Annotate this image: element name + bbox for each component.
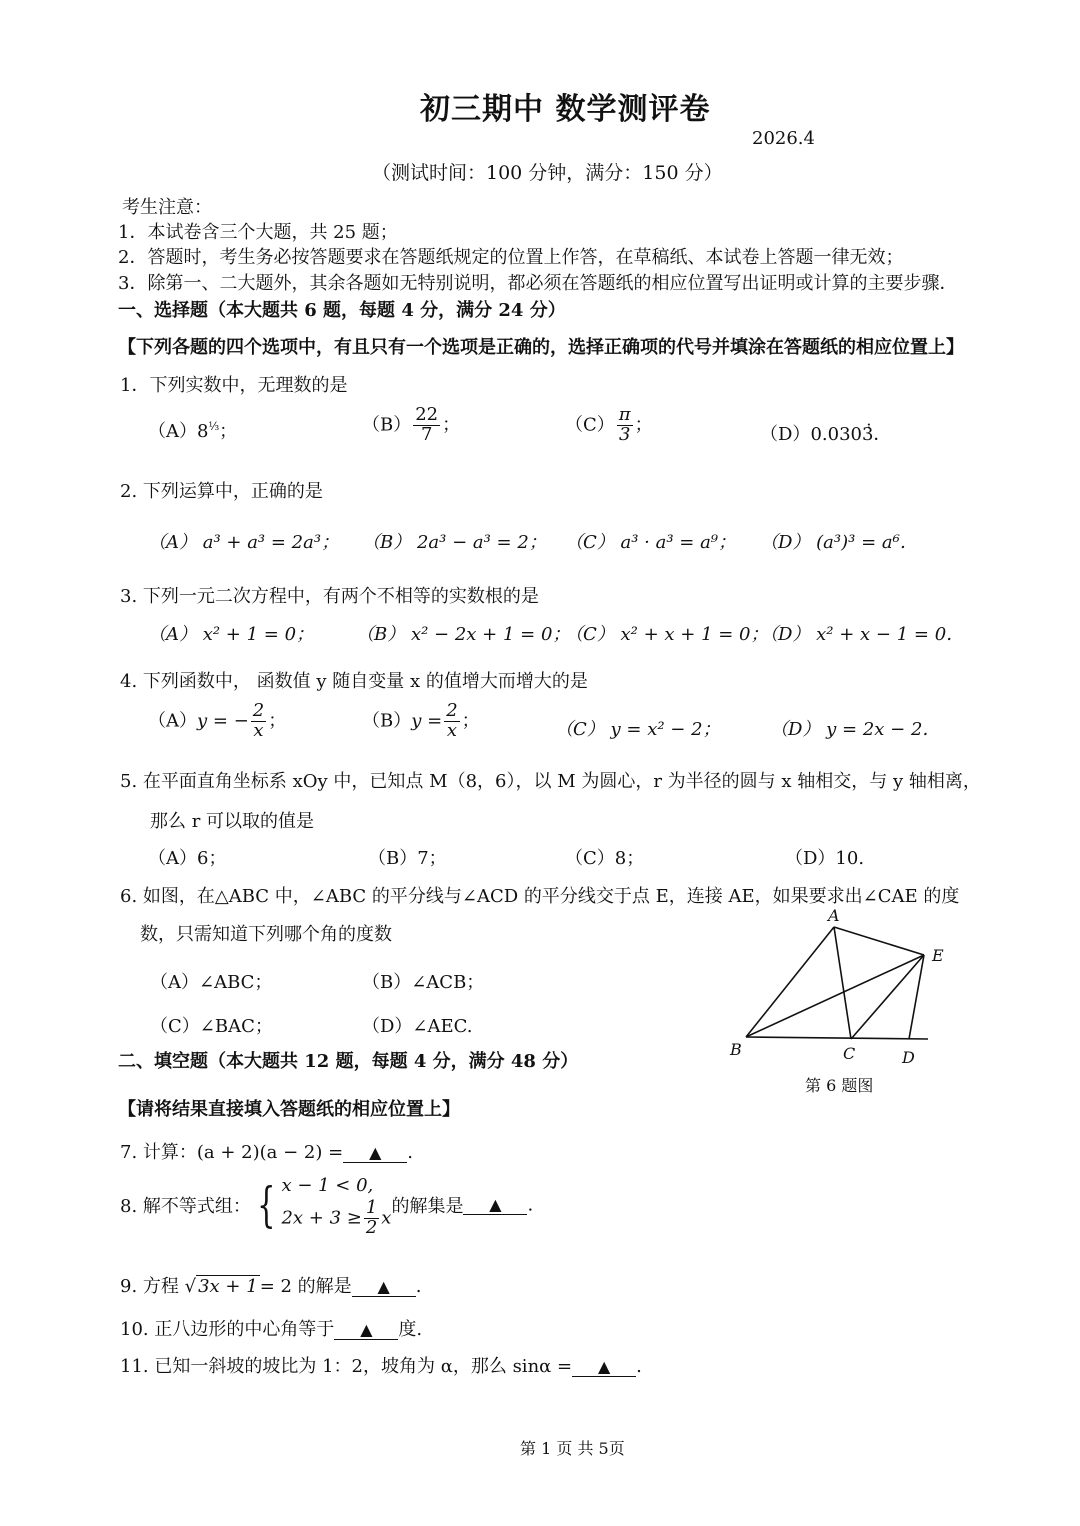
q5-option-a: （A）6； [148,848,227,869]
segment-be [746,955,924,1037]
q2-option-c: （C） a³ · a³ = a⁹； [565,532,737,553]
q10: 10. 正八边形的中心角等于 ▲ 度. [120,1319,423,1340]
q11-answer-blank: ▲ [572,1357,636,1377]
label-c: C [843,1044,856,1063]
q2-stem: 2. 下列运算中，正确的是 [120,481,323,502]
q4-stem: 4. 下列函数中， 函数值 y 随自变量 x 的值增大而增大的是 [120,671,588,692]
q5-option-d: （D）10. [785,848,865,869]
q8: 8. 解不等式组： { x − 1 < 0, 2x + 3 ≥ $\frac{1}{2}$ x 的解集是 ▲ . [120,1175,534,1238]
q3-option-a: （A） x² + 1 = 0； [148,624,315,645]
q6-stem-cont: 数，只需知道下列哪个角的度数 [140,924,392,945]
q1-option-a: $(A)8^{\frac{1}{3}}$； [148,420,238,442]
label-b: B [730,1040,742,1059]
q1-option-d: （D）0.0303̇̇． [760,424,892,445]
q8-answer-blank: ▲ [463,1195,527,1215]
q6-option-d: （D）∠AEC. [362,1016,473,1037]
q3-option-b: （B） x² − 2x + 1 = 0； [356,624,571,645]
notes-heading: 考生注意： [122,197,212,218]
q5-option-b: （B）7； [368,848,447,869]
label-e: E [932,946,944,965]
section2-instruction: 【请将结果直接填入答题纸的相应位置上】 [118,1099,460,1120]
segment-ba [746,927,834,1037]
segment-ce [851,955,924,1039]
q6-option-b: （B）∠ACB； [362,972,485,993]
section1-heading: 一、选择题（本大题共 6 题，每题 4 分，满分 24 分） [118,300,566,321]
segment-ae [834,927,924,955]
note-item-2: 2．答题时，考生务必按答题要求在答题纸规定的位置上作答，在草稿纸、本试卷上答题一律无效； [118,247,904,268]
q9: 9. 方程 √ 3x + 1 = 2 的解是 ▲ . [120,1276,422,1297]
q4-option-a: （A）y = − $\frac{2}{x}$ ； [148,700,287,741]
segment-bd [746,1037,928,1039]
q4-option-b: （B）y = $\frac{2}{x}$ ； [362,700,480,741]
q4-option-c: （C） y = x² − 2； [555,719,721,740]
q2-option-d: （D） (a³)³ = a⁶． [760,532,918,553]
page-number: 第 1 页 共 5页 [520,1439,625,1458]
q5-stem: 5. 在平面直角坐标系 xOy 中，已知点 M（8，6），以 M 为圆心，r 为半径的圆与 x 轴相交，与 y 轴相离， [120,771,981,792]
q1-stem: 1．下列实数中，无理数的是 [120,375,348,396]
q3-option-d: （D） x² + x − 1 = 0． [760,624,965,645]
label-d: D [902,1048,915,1065]
q3-stem: 3. 下列一元二次方程中，有两个不相等的实数根的是 [120,586,539,607]
q6-geometry-figure [720,905,960,1065]
q7: 7. 计算：(a + 2)(a − 2) = ▲ . [120,1142,413,1163]
q9-answer-blank: ▲ [352,1277,416,1297]
section2-heading: 二、填空题（本大题共 12 题，每题 4 分，满分 48 分） [118,1051,579,1072]
label-a: A [828,906,840,925]
note-item-1: 1．本试卷含三个大题，共 25 题； [118,222,398,243]
q1-option-c: （C） $\frac{\pi}{3}$ ； [565,404,653,445]
q6-option-a: （A）∠ABC； [150,972,273,993]
exam-title: 初三期中 数学测评卷 [420,92,711,127]
note-item-3: 3．除第一、二大题外，其余各题如无特别说明，都必须在答题纸的相应位置写出证明或计算的主要步骤． [118,273,958,294]
section1-instruction: 【下列各题的四个选项中，有且只有一个选项是正确的，选择正确项的代号并填涂在答题纸的相应位置上】 [118,337,964,358]
segment-ac [834,927,851,1039]
q7-answer-blank: ▲ [343,1143,407,1163]
exam-date: 2026.4 [752,128,815,149]
q1-option-b: （B） $\frac{22}{7}$ ； [362,404,461,445]
q6-figure-caption: 第 6 题图 [805,1076,874,1095]
q2-option-a: （A） a³ + a³ = 2a³； [148,532,340,553]
q5-option-c: （C）8； [565,848,645,869]
q2-option-b: （B） 2a³ − a³ = 2； [362,532,547,553]
q10-answer-blank: ▲ [334,1320,398,1340]
q4-option-d: （D） y = 2x − 2． [770,719,941,740]
q11: 11. 已知一斜坡的坡比为 1：2，坡角为 α，那么 sinα = ▲ . [120,1356,642,1377]
q3-option-c: （C） x² + x + 1 = 0； [565,624,769,645]
segment-ed [909,955,924,1039]
q6-option-c: （C）∠BAC； [150,1016,273,1037]
q6-stem: 6. 如图，在△ABC 中，∠ABC 的平分线与∠ACD 的平分线交于点 E，连接 AE，如果要求出∠CAE 的度 [120,886,960,907]
exam-time-info: （测试时间：100 分钟，满分：150 分） [372,162,723,184]
q5-stem-cont: 那么 r 可以取的值是 [150,811,315,832]
